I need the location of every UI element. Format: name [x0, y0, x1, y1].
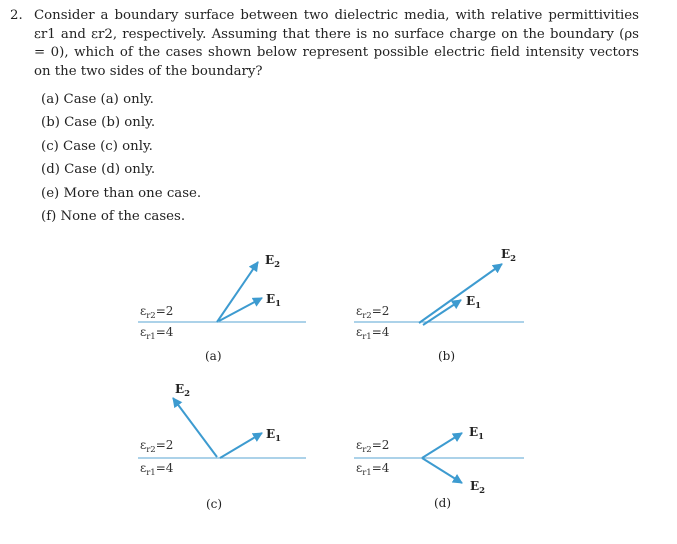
- option-f: (f) None of the cases.: [41, 209, 186, 224]
- e1-arrow: [422, 433, 462, 458]
- epsilon-r2-label: $\varepsilon_{r2}=2$: [140, 438, 174, 455]
- e2-arrow: [419, 264, 502, 323]
- case-c-label: (c): [206, 497, 223, 511]
- epsilon-r1-label: $\varepsilon_{r1}=4$: [140, 325, 174, 342]
- epsilon-r2-label: $\varepsilon_{r2}=2$: [356, 304, 390, 321]
- epsilon-r1-label: $\varepsilon_{r1}=4$: [140, 461, 174, 478]
- case-d-label: (d): [434, 496, 452, 510]
- case-c: [138, 382, 306, 511]
- e1-label: $E_1$: [466, 294, 482, 311]
- e1-label: $E_1$: [266, 292, 282, 309]
- e1-label: $E_1$: [469, 425, 485, 442]
- case-d: [354, 425, 524, 510]
- e1-arrow: [423, 300, 461, 325]
- option-c: (c) Case (c) only.: [41, 139, 153, 154]
- option-a: (a) Case (a) only.: [41, 92, 154, 107]
- e1-label: $E_1$: [266, 427, 282, 444]
- e2-arrow: [422, 458, 462, 483]
- e2-arrow: [217, 262, 258, 322]
- case-a-label: (a): [205, 349, 222, 363]
- case-b-label: (b): [438, 349, 456, 363]
- case-b: [354, 247, 524, 363]
- question-number: 2.: [10, 8, 23, 23]
- epsilon-r1-label: $\varepsilon_{r1}=4$: [356, 325, 390, 342]
- e2-label: $E_2$: [265, 253, 281, 270]
- e1-arrow: [220, 433, 262, 458]
- e2-arrow: [173, 398, 217, 457]
- epsilon-r2-label: $\varepsilon_{r2}=2$: [356, 438, 390, 455]
- option-d: (d) Case (d) only.: [41, 162, 156, 177]
- e2-label: $E_2$: [470, 479, 486, 496]
- epsilon-r2-label: $\varepsilon_{r2}=2$: [140, 304, 174, 321]
- question-text: Consider a boundary surface between two dielectric media, with relative permittivities εr1 and εr2, respectively. Assuming that there is no surface charge on the boundary (ρs = 0), which of the cases shown below represent possible electric field intensity vectors on the two sides of the boundary?: [34, 8, 639, 79]
- e2-label: $E_2$: [175, 382, 191, 399]
- epsilon-r1-label: $\varepsilon_{r1}=4$: [356, 461, 390, 478]
- e2-label: $E_2$: [501, 247, 517, 264]
- case-a: [138, 253, 306, 363]
- option-e: (e) More than one case.: [41, 186, 202, 201]
- option-b: (b) Case (b) only.: [41, 115, 156, 130]
